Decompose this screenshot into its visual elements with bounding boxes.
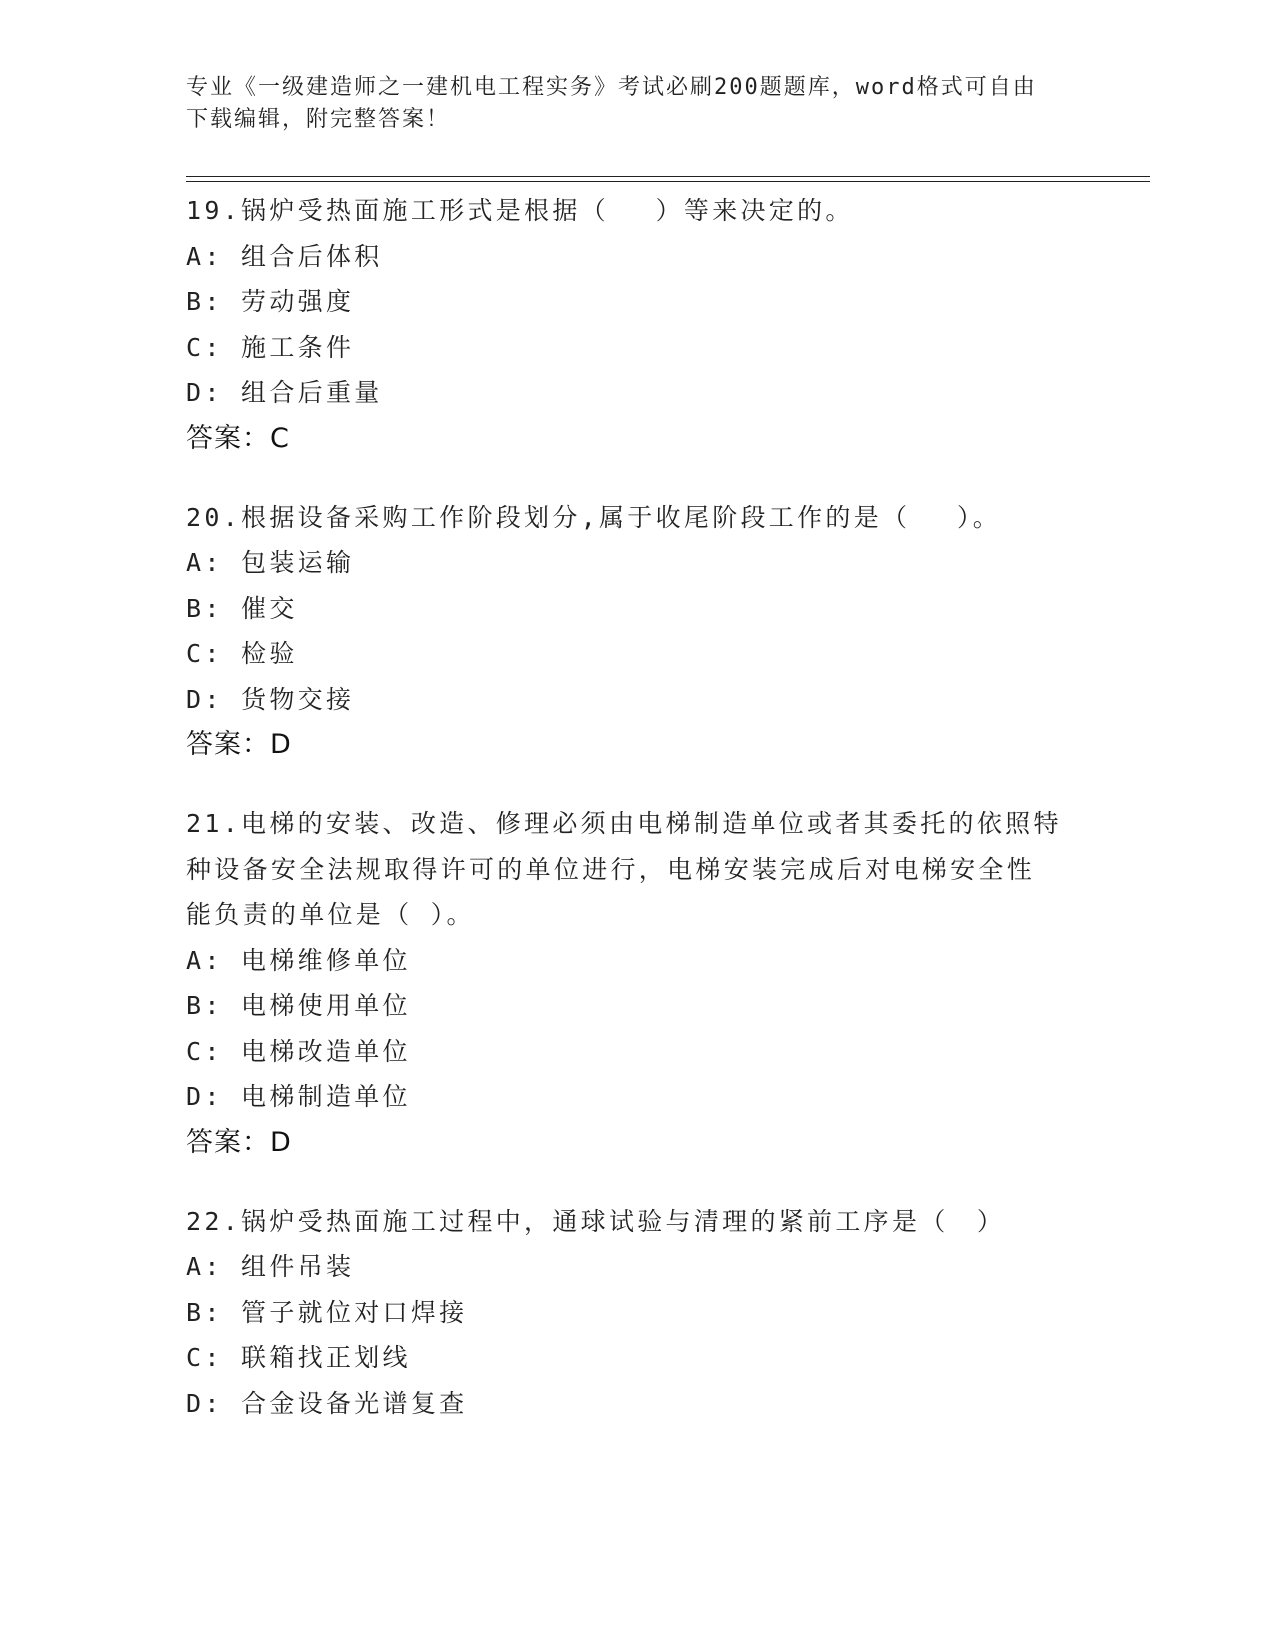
- question-stem: [186, 1199, 1066, 1245]
- option-c: C: 检验: [186, 639, 298, 668]
- question-stem-line: 种设备安全法规取得许可的单位进行，电梯安装完成后对电梯安全性: [186, 854, 1036, 884]
- question-stem-line: 20.根据设备采购工作阶段划分,属于收尾阶段工作的是（ ）。: [186, 502, 1002, 532]
- question-22: [186, 1199, 1086, 1427]
- option-b: B: 管子就位对口焊接: [186, 1297, 468, 1327]
- answer-line: 答案：C: [186, 422, 290, 454]
- option-c: C: 联箱找正划线: [186, 1343, 411, 1372]
- document-header: [186, 72, 1086, 136]
- question-stem: [186, 801, 1066, 938]
- question-stem-line: 19.锅炉受热面施工形式是根据（ ）等来决定的。: [186, 196, 854, 225]
- question-stem: [186, 495, 1066, 541]
- question-stem: [186, 188, 1066, 234]
- answer-line: 答案：D: [186, 729, 292, 760]
- option-c: C: 电梯改造单位: [186, 1036, 411, 1066]
- header-line-1: 专业《一级建造师之一建机电工程实务》考试必刷200题题库，word格式可自由: [186, 75, 1037, 100]
- option-a: A: 组件吊装: [186, 1252, 355, 1281]
- option-d: D: 电梯制造单位: [186, 1082, 411, 1111]
- question-stem-line: 能负责的单位是（ ）。: [186, 900, 475, 929]
- header-divider-bottom: [186, 181, 1150, 182]
- answer-line: 答案：D: [186, 1126, 292, 1158]
- question-stem-line: 22.锅炉受热面施工过程中，通球试验与清理的紧前工序是（ ）: [186, 1206, 1006, 1236]
- option-b: B: 电梯使用单位: [186, 991, 411, 1020]
- option-d: D: 合金设备光谱复查: [186, 1388, 468, 1418]
- question-20: [186, 495, 1086, 768]
- option-c: C: 施工条件: [186, 332, 355, 362]
- option-d: D: 组合后重量: [186, 378, 383, 407]
- option-d: D: 货物交接: [186, 684, 355, 714]
- question-21: [186, 801, 1086, 1165]
- option-a: A: 包装运输: [186, 548, 355, 577]
- option-b: B: 劳动强度: [186, 287, 355, 316]
- header-divider-top: [186, 176, 1150, 177]
- header-line-2: 下载编辑，附完整答案！: [186, 107, 451, 132]
- question-19: [186, 188, 1086, 461]
- option-b: B: 催交: [186, 593, 298, 623]
- option-a: A: 组合后体积: [186, 241, 383, 271]
- option-a: A: 电梯维修单位: [186, 945, 411, 975]
- question-stem-line: 21.电梯的安装、改造、修理必须由电梯制造单位或者其委托的依照特: [186, 809, 1062, 838]
- question-list: [186, 188, 1086, 1460]
